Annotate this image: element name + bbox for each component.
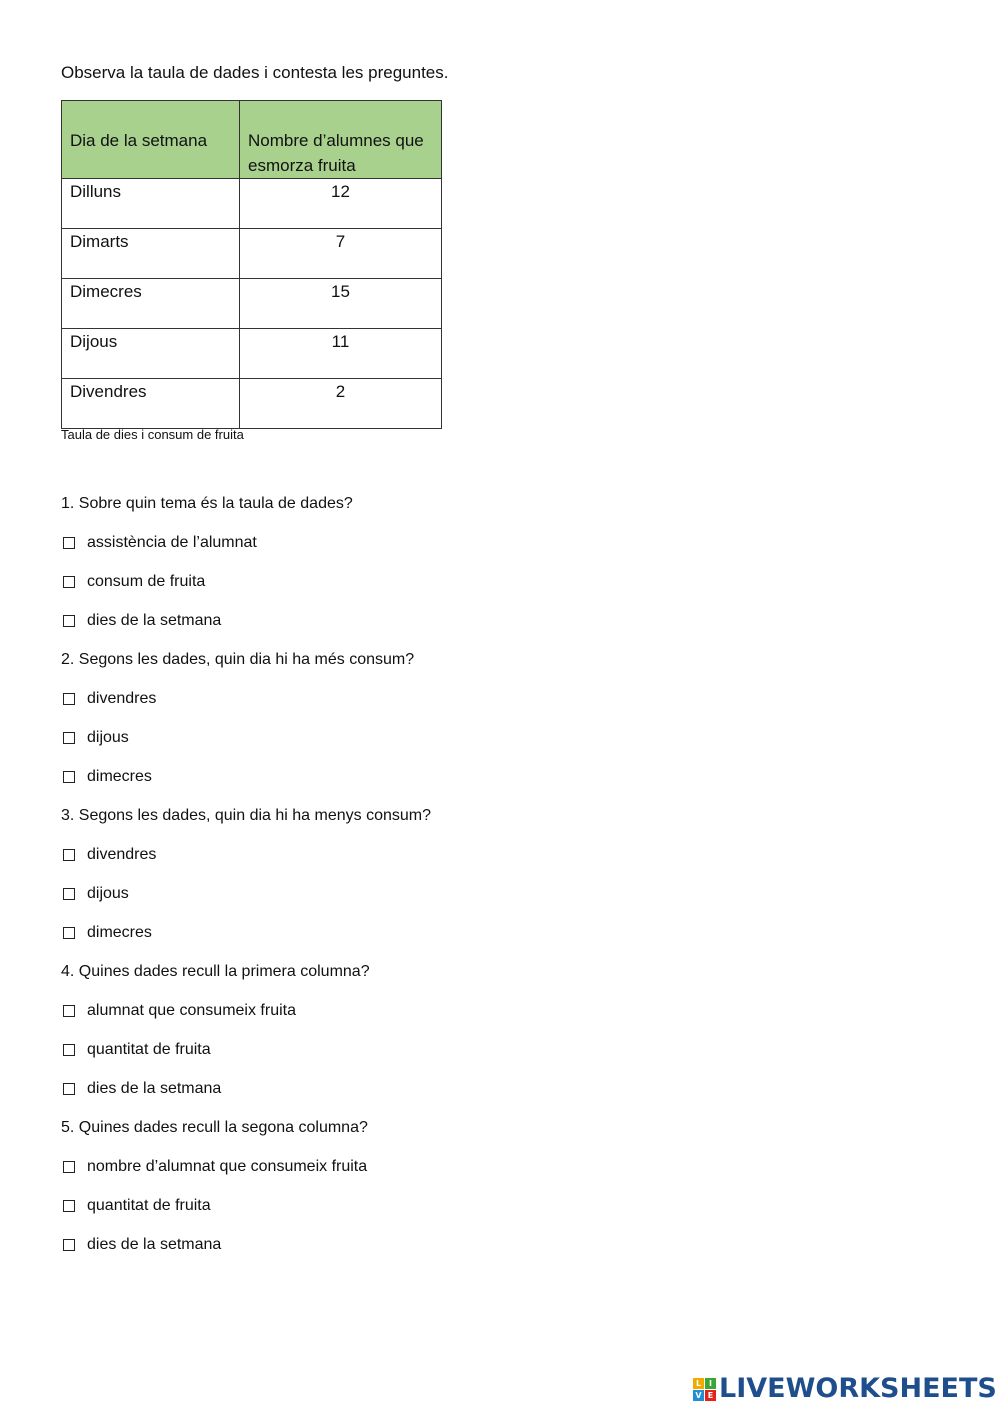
option-label: divendres [87, 846, 157, 863]
option-checkbox[interactable] [61, 1078, 661, 1100]
checkbox-icon[interactable] [63, 615, 75, 627]
brand-name: LIVEWORKSHEETS [719, 1373, 997, 1404]
option-checkbox[interactable] [61, 1156, 661, 1178]
option-label: quantitat de fruita [87, 1041, 211, 1058]
questions-list [61, 493, 661, 1273]
cell-day: Dilluns [62, 179, 240, 229]
logo-letter: E [705, 1390, 716, 1401]
table-row [62, 329, 442, 379]
question-2 [61, 649, 661, 788]
option-checkbox[interactable] [61, 571, 661, 593]
option-checkbox[interactable] [61, 883, 661, 905]
question-text: 2. Segons les dades, quin dia hi ha més consum? [61, 651, 415, 668]
table-row [62, 379, 442, 429]
cell-count: 11 [240, 329, 442, 379]
cell-count: 2 [240, 379, 442, 429]
checkbox-icon[interactable] [63, 771, 75, 783]
option-checkbox[interactable] [61, 766, 661, 788]
cell-day: Dimecres [62, 279, 240, 329]
option-label: alumnat que consumeix fruita [87, 1002, 296, 1019]
liveworksheets-brand [693, 1374, 997, 1404]
option-label: consum de fruita [87, 573, 206, 590]
option-label: dimecres [87, 768, 152, 785]
option-checkbox[interactable] [61, 1000, 661, 1022]
header-count: Nombre d’alumnes que esmorza fruita [240, 101, 442, 179]
option-checkbox[interactable] [61, 532, 661, 554]
question-3 [61, 805, 661, 944]
option-label: dies de la setmana [87, 1080, 222, 1097]
option-checkbox[interactable] [61, 1195, 661, 1217]
logo-letter: L [693, 1378, 704, 1389]
logo-letter: I [705, 1378, 716, 1389]
cell-count: 7 [240, 229, 442, 279]
checkbox-icon[interactable] [63, 693, 75, 705]
option-label: dimecres [87, 924, 152, 941]
option-checkbox[interactable] [61, 1039, 661, 1061]
option-label: dies de la setmana [87, 612, 222, 629]
checkbox-icon[interactable] [63, 576, 75, 588]
checkbox-icon[interactable] [63, 849, 75, 861]
logo-letter: V [693, 1390, 704, 1401]
cell-count: 15 [240, 279, 442, 329]
table-row [62, 179, 442, 229]
table-row [62, 229, 442, 279]
checkbox-icon[interactable] [63, 1083, 75, 1095]
option-label: dijous [87, 885, 129, 902]
header-day: Dia de la setmana [62, 101, 240, 179]
option-checkbox[interactable] [61, 1234, 661, 1256]
instructions-text: Observa la taula de dades i contesta les preguntes. [61, 63, 449, 82]
option-label: quantitat de fruita [87, 1197, 211, 1214]
cell-count: 12 [240, 179, 442, 229]
option-checkbox[interactable] [61, 844, 661, 866]
question-text: 1. Sobre quin tema és la taula de dades? [61, 495, 353, 512]
question-5 [61, 1117, 661, 1256]
checkbox-icon[interactable] [63, 888, 75, 900]
option-checkbox[interactable] [61, 610, 661, 632]
option-label: assistència de l’alumnat [87, 534, 257, 551]
checkbox-icon[interactable] [63, 537, 75, 549]
table-caption: Taula de dies i consum de fruita [61, 427, 244, 442]
liveworksheets-logo-icon [693, 1378, 716, 1401]
question-text: 5. Quines dades recull la segona columna? [61, 1119, 368, 1136]
option-label: nombre d’alumnat que consumeix fruita [87, 1158, 368, 1175]
checkbox-icon[interactable] [63, 1005, 75, 1017]
checkbox-icon[interactable] [63, 1239, 75, 1251]
option-label: dijous [87, 729, 129, 746]
question-4 [61, 961, 661, 1100]
cell-day: Dimarts [62, 229, 240, 279]
question-text: 4. Quines dades recull la primera columna? [61, 963, 370, 980]
option-checkbox[interactable] [61, 688, 661, 710]
checkbox-icon[interactable] [63, 1200, 75, 1212]
checkbox-icon[interactable] [63, 1044, 75, 1056]
cell-day: Dijous [62, 329, 240, 379]
cell-day: Divendres [62, 379, 240, 429]
checkbox-icon[interactable] [63, 732, 75, 744]
question-1 [61, 493, 661, 632]
table-row [62, 279, 442, 329]
option-label: dies de la setmana [87, 1236, 222, 1253]
checkbox-icon[interactable] [63, 927, 75, 939]
fruit-data-table [61, 100, 442, 429]
question-text: 3. Segons les dades, quin dia hi ha menys consum? [61, 807, 432, 824]
table-header-row [62, 101, 442, 179]
option-checkbox[interactable] [61, 922, 661, 944]
checkbox-icon[interactable] [63, 1161, 75, 1173]
option-checkbox[interactable] [61, 727, 661, 749]
option-label: divendres [87, 690, 157, 707]
